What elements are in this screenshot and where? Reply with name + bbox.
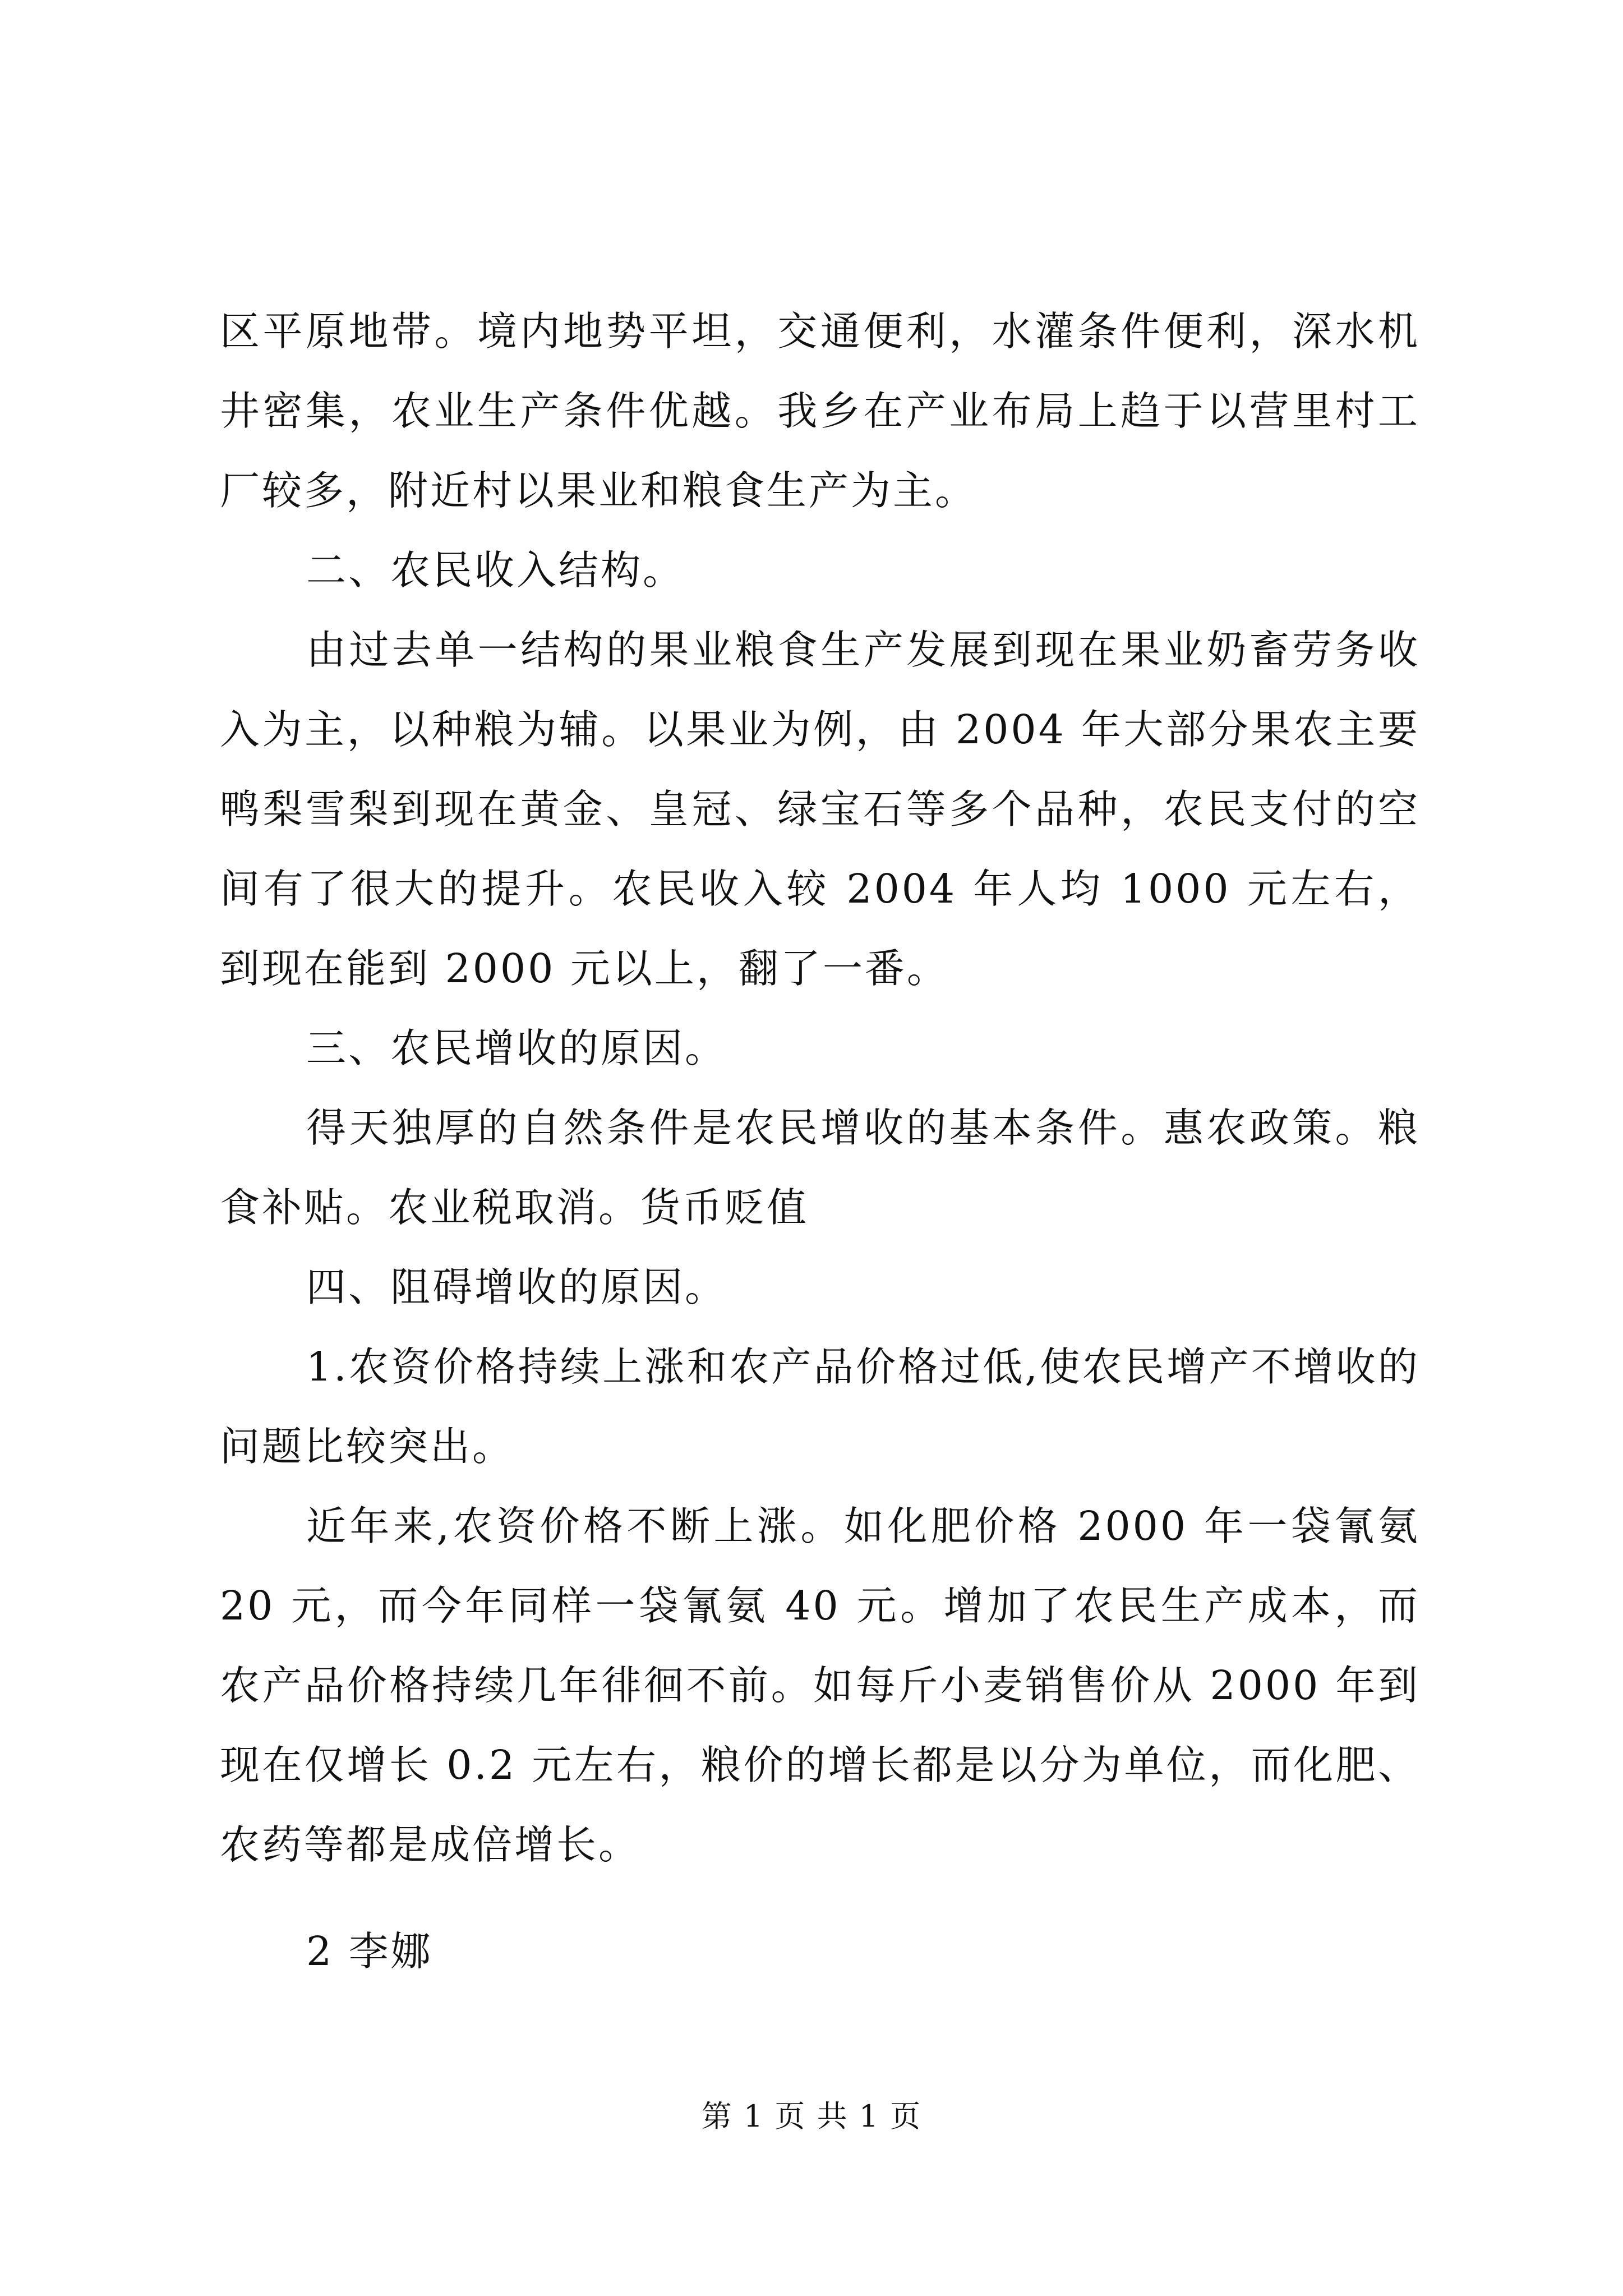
paragraph-location-conditions: 区平原地带。境内地势平坦，交通便利，水灌条件便利，深水机井密集，农业生产条件优越。我乡在产业布局上趋于以营里村工厂较多，附近村以果业和粮食生产为主。 bbox=[220, 308, 1420, 514]
heading-income-growth-reasons: 三、农民增收的原因。 bbox=[306, 1025, 727, 1071]
heading-income-structure: 二、农民收入结构。 bbox=[306, 547, 685, 593]
paragraph-spacer bbox=[220, 1885, 1420, 1912]
paragraph-item-2: 2 李娜 bbox=[306, 1928, 433, 1975]
paragraph-income-structure: 由过去单一结构的果业粮食生产发展到现在果业奶畜劳务收入为主，以种粮为辅。以果业为例，由 2004 年大部分果农主要鸭梨雪梨到现在黄金、皇冠、绿宝石等多个品种，农民支付的空间有了很大的提升。农民收入较 2004 年人均 1000 元左右，到现在能到 2000 元以上，翻了一番。 bbox=[220, 627, 1420, 992]
paragraph-obstacle-1: 1.农资价格持续上涨和农产品价格过低,使农民增产不增收的问题比较突出。 bbox=[220, 1343, 1420, 1470]
document-body bbox=[220, 292, 1420, 1991]
paragraph-income-growth-reasons: 得天独厚的自然条件是农民增收的基本条件。惠农政策。粮食补贴。农业税取消。货币贬值 bbox=[220, 1105, 1420, 1231]
heading-obstacles: 四、阻碍增收的原因。 bbox=[306, 1264, 727, 1310]
paragraph-price-details: 近年来,农资价格不断上涨。如化肥价格 2000 年一袋氰氨 20 元，而今年同样一袋氰氨 40 元。增加了农民生产成本，而农产品价格持续几年徘徊不前。如每斤小麦销售价从 2000 年到现在仅增长 0.2 元左右，粮价的增长都是以分为单位，而化肥、农药等都是成倍增长。 bbox=[220, 1503, 1420, 1868]
page-number-footer: 第 1 页 共 1 页 bbox=[701, 2099, 922, 2134]
